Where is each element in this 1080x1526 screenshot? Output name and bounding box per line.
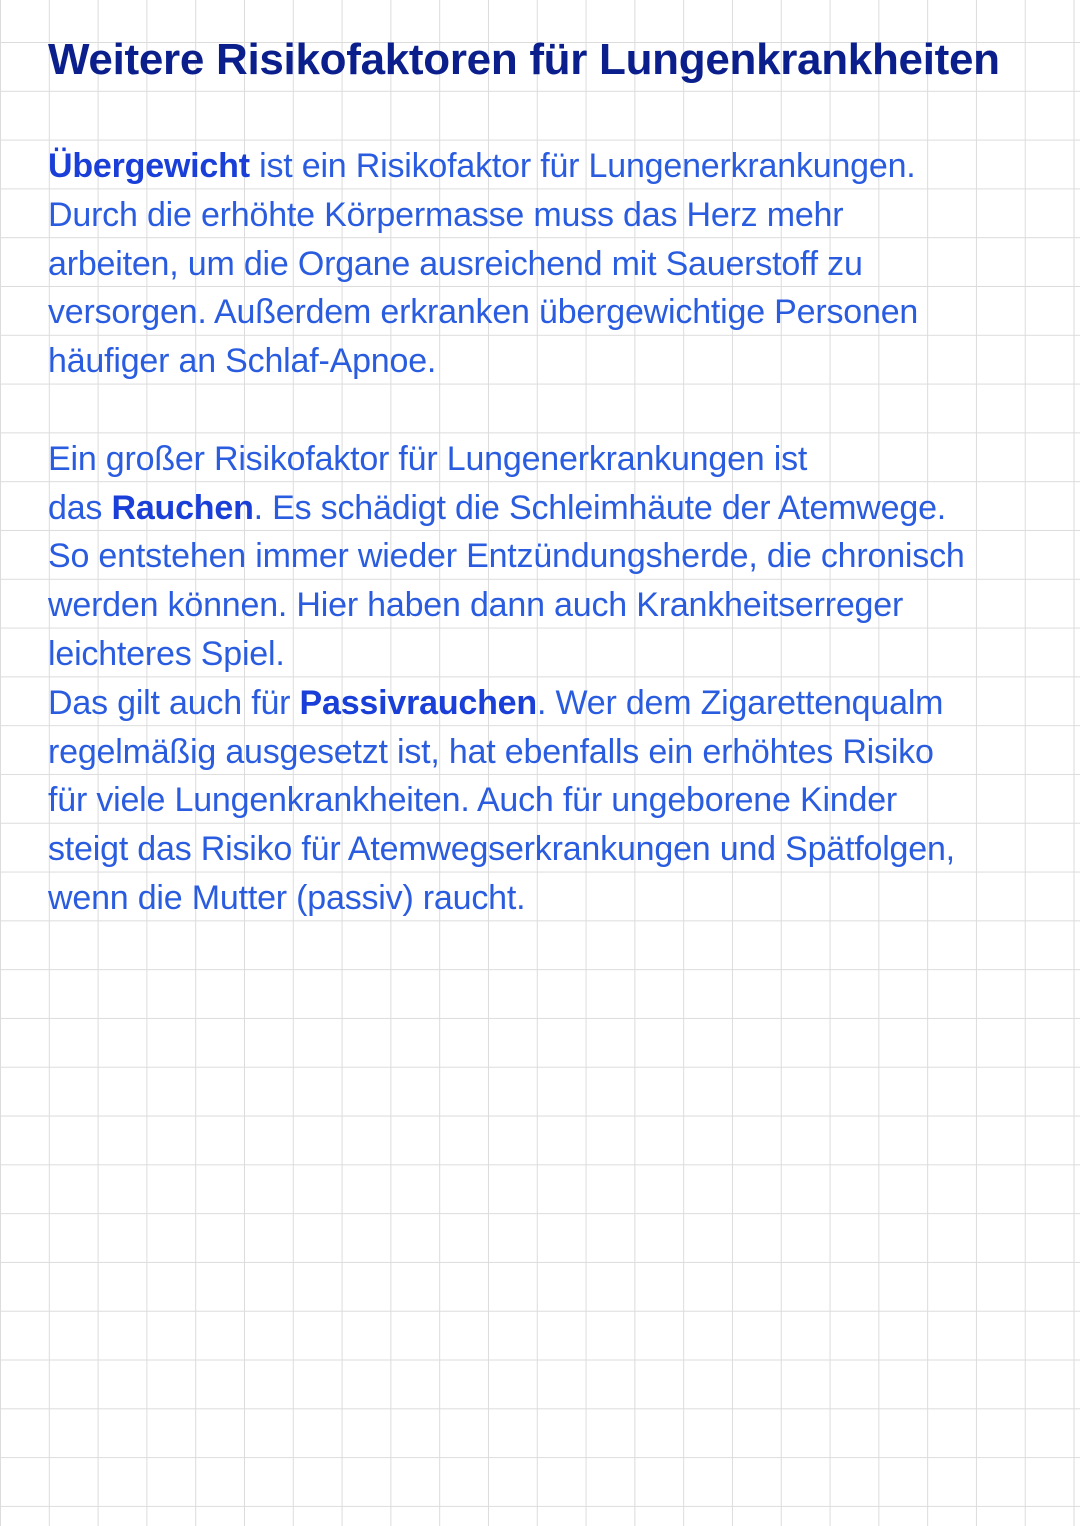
text-line xyxy=(48,825,1038,874)
text-segment: für viele Lungenkrankheiten. Auch für ungeborene Kinder xyxy=(48,781,898,820)
text-segment: werden können. Hier haben dann auch Krankheitserreger xyxy=(48,586,904,625)
text-segment: Ein großer Risikofaktor für Lungenerkrankungen ist xyxy=(48,439,808,478)
text-segment: ist ein Risikofaktor für Lungenerkrankungen. xyxy=(249,147,916,185)
text-line xyxy=(48,776,1038,825)
text-segment: . Wer dem Zigarettenqualm xyxy=(536,683,944,722)
text-line xyxy=(48,874,1038,923)
text-segment: Durch die erhöhte Körpermasse muss das Herz mehr xyxy=(48,195,844,234)
paragraph xyxy=(48,142,1038,386)
text-segment: steigt das Risiko für Atemwegserkrankungen und Spätfolgen, xyxy=(48,830,955,869)
text-segment: Das gilt auch für xyxy=(48,683,300,722)
text-line xyxy=(48,630,1038,679)
keyword-highlight: Übergewicht xyxy=(48,147,250,185)
text-line xyxy=(48,728,1038,777)
text-line xyxy=(48,679,1038,728)
text-line xyxy=(48,142,1038,191)
text-segment: regelmäßig ausgesetzt ist, hat ebenfalls ein erhöhtes Risiko xyxy=(48,732,934,771)
text-line xyxy=(48,288,1038,337)
text-line xyxy=(48,240,1038,289)
text-segment: So entstehen immer wieder Entzündungsherde, die chronisch xyxy=(48,537,965,576)
text-line xyxy=(48,581,1038,630)
paragraph xyxy=(48,435,1038,679)
page-title: Weitere Risikofaktoren für Lungenkrankheiten xyxy=(48,35,1000,84)
document-page xyxy=(48,28,1038,923)
text-segment: häufiger an Schlaf-Apnoe. xyxy=(48,342,437,381)
text-line xyxy=(48,191,1038,240)
keyword-highlight: Passivrauchen xyxy=(299,683,537,722)
text-segment: versorgen. Außerdem erkranken übergewichtige Personen xyxy=(48,293,919,332)
text-line xyxy=(48,337,1038,386)
text-line xyxy=(48,484,1038,533)
text-segment: arbeiten, um die Organe ausreichend mit Sauerstoff zu xyxy=(48,244,863,283)
text-segment: . Es schädigt die Schleimhäute der Atemwege. xyxy=(253,488,947,527)
paragraph xyxy=(48,679,1038,923)
text-segment: leichteres Spiel. xyxy=(48,634,285,673)
text-segment: wenn die Mutter (passiv) raucht. xyxy=(48,878,526,917)
text-line xyxy=(48,435,1038,484)
text-segment: das xyxy=(48,488,112,527)
text-line xyxy=(48,532,1038,581)
keyword-highlight: Rauchen xyxy=(111,488,254,527)
document-body xyxy=(48,142,1038,923)
